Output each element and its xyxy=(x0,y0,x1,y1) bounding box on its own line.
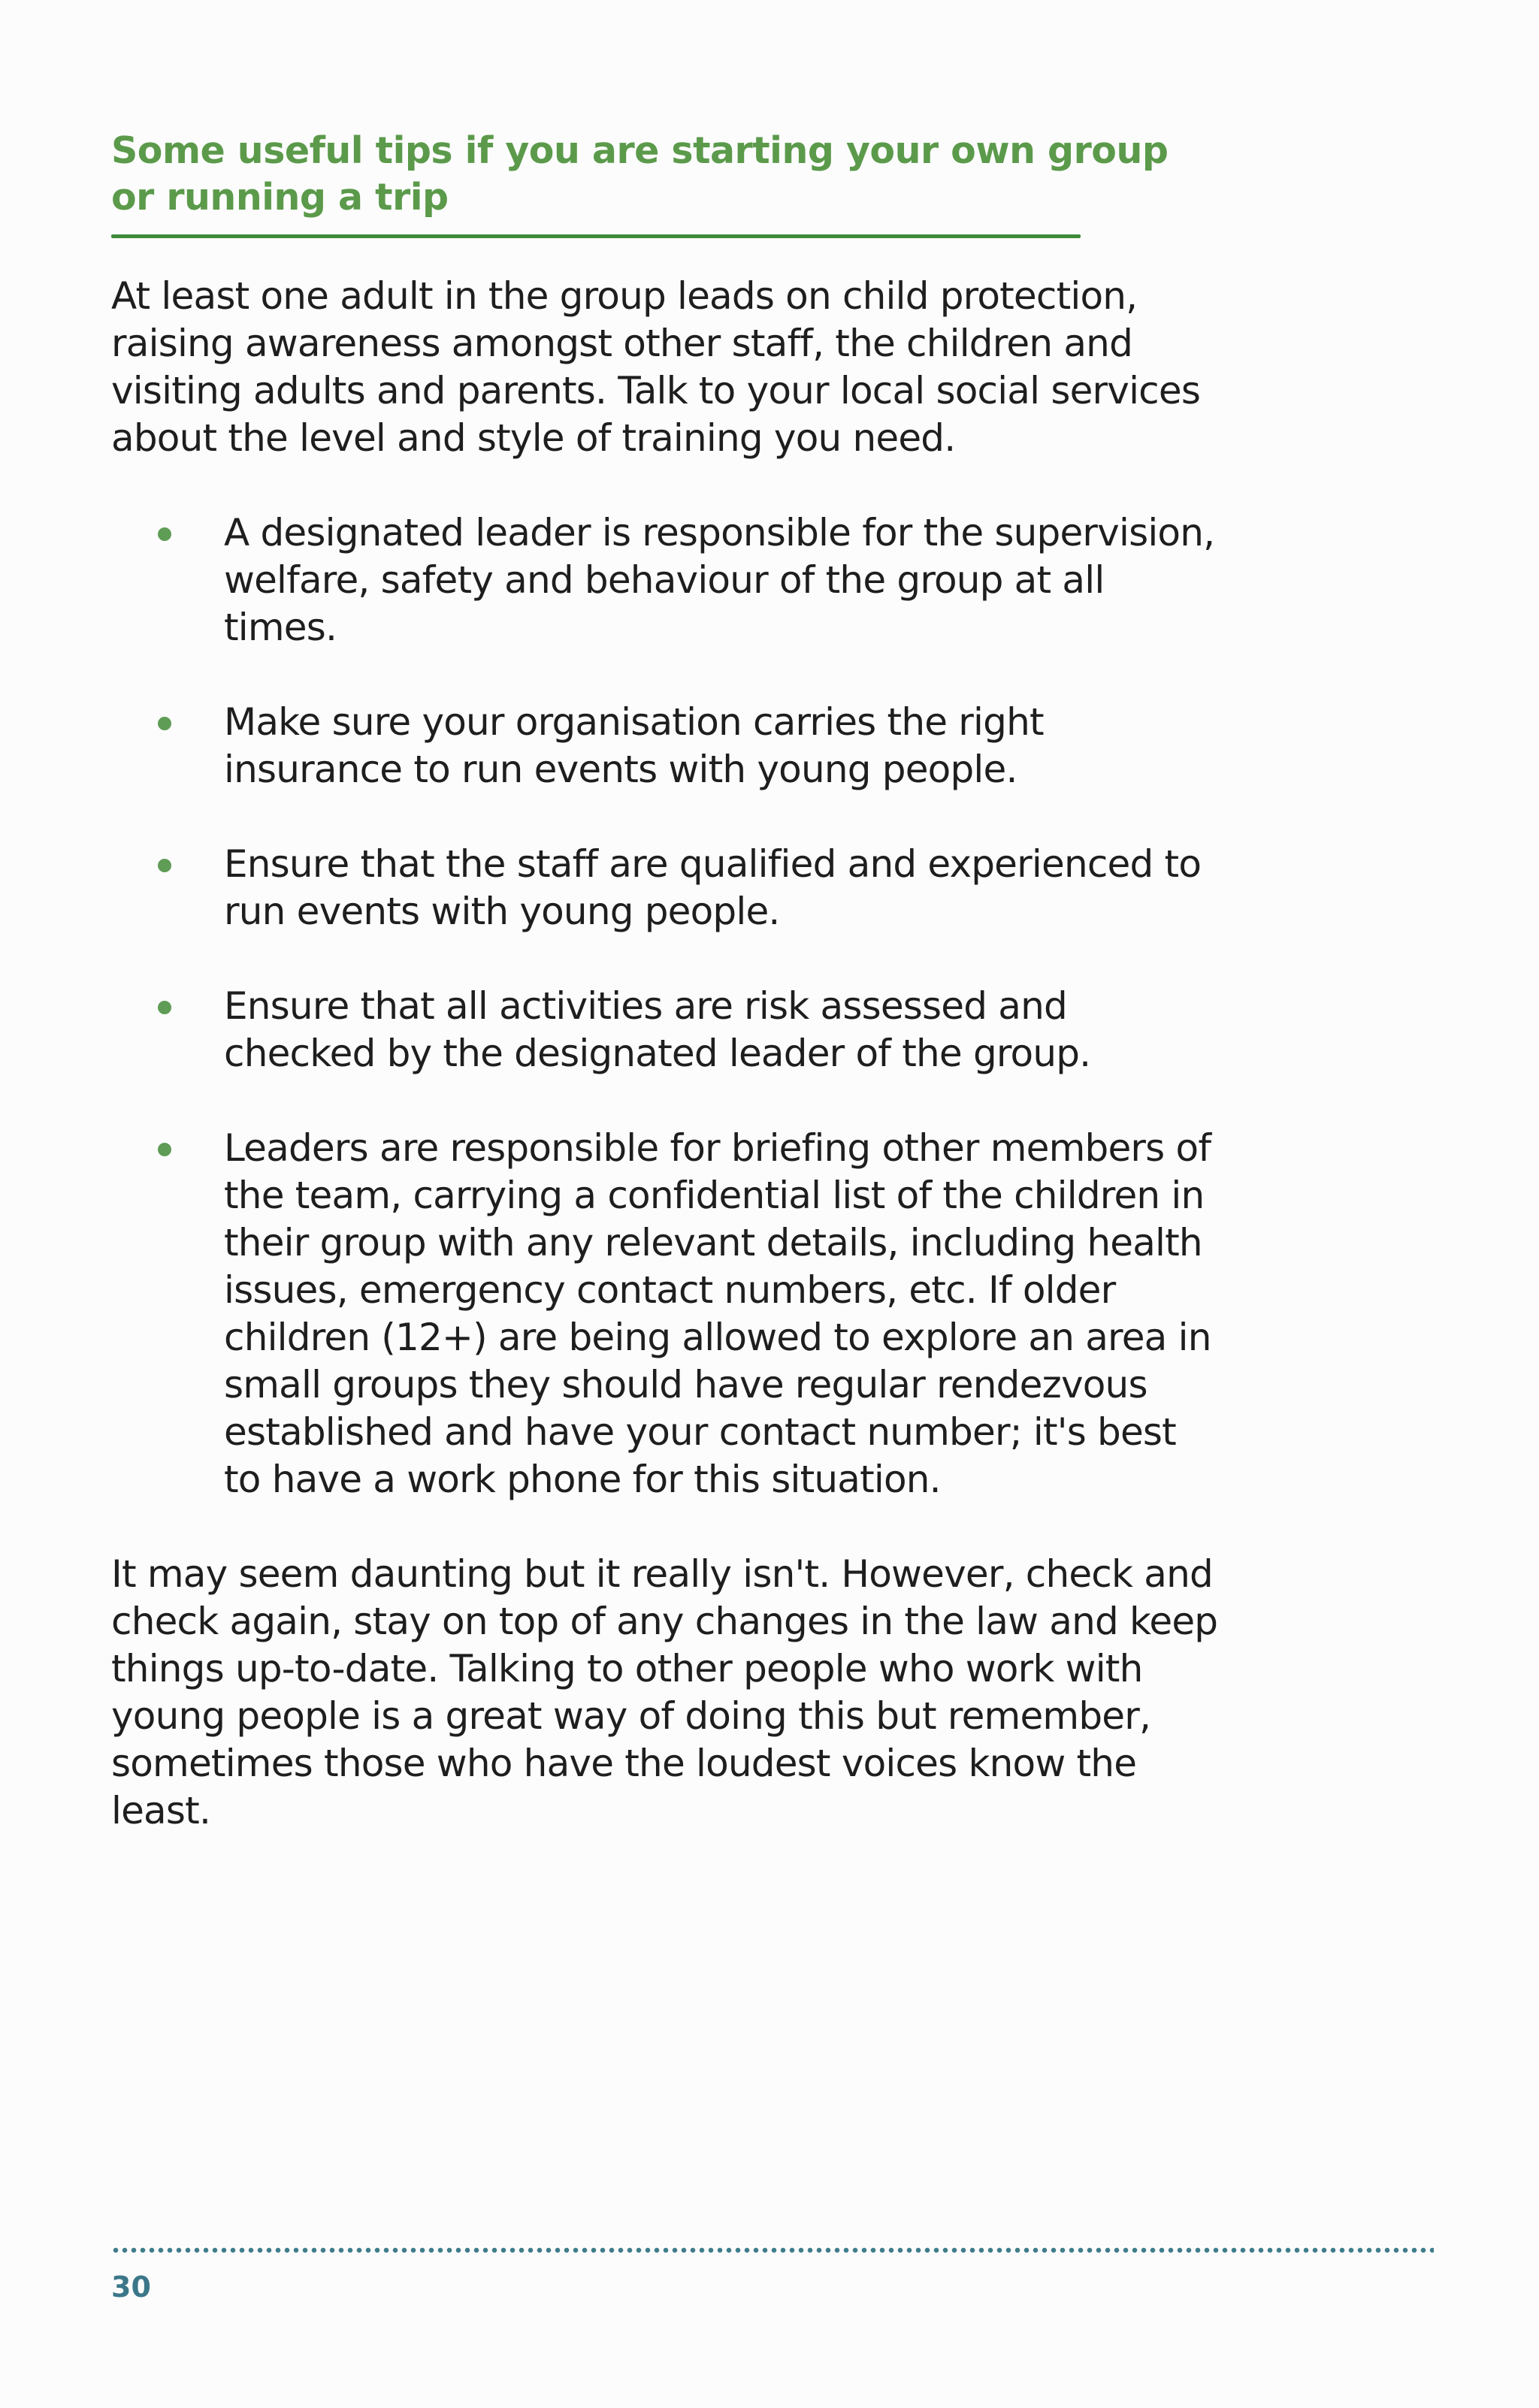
list-item xyxy=(111,1125,1223,1503)
list-item xyxy=(111,699,1223,793)
list-item-text: Make sure your organisation carries the right insurance to run events with young people. xyxy=(224,700,1044,791)
bullet-icon xyxy=(158,527,171,541)
bullet-icon xyxy=(158,1143,171,1156)
list-item-text: A designated leader is responsible for the supervision, welfare, safety and behaviour of the group at all times. xyxy=(224,511,1215,649)
heading-underline xyxy=(111,234,1081,238)
list-item xyxy=(111,983,1223,1077)
bullet-icon xyxy=(158,859,171,872)
intro-paragraph: At least one adult in the group leads on child protection, raising awareness amongst other staff, the children and visiting adults and parents. Talk to your local social services about the level and style of training you need. xyxy=(111,274,1201,460)
bullet-icon xyxy=(158,717,171,730)
section-heading-line-1: Some useful tips if you are starting your own group xyxy=(111,129,1169,172)
bullet-icon xyxy=(158,1001,171,1014)
section-heading xyxy=(111,128,1223,221)
list-item-text: Ensure that all activities are risk assessed and checked by the designated leader of the group. xyxy=(224,984,1091,1075)
list-item xyxy=(111,841,1223,935)
page-content xyxy=(111,128,1223,1835)
tips-list xyxy=(111,509,1223,1503)
list-item-text: Ensure that the staff are qualified and experienced to run events with young people. xyxy=(224,842,1202,933)
page-number: 30 xyxy=(111,2271,151,2304)
list-item-text: Leaders are responsible for briefing other members of the team, carrying a confidential list of the children in their group with any relevant details, including health issues, emergency contact numbers, etc. If older children (12+) are being allowed to explore an area in small groups they should have regular rendezvous established and have your contact number; it's best to have a work phone for this situation. xyxy=(224,1126,1211,1501)
list-item xyxy=(111,509,1223,651)
closing-paragraph: It may seem daunting but it really isn't. However, check and check again, stay on top of any changes in the law and keep things up-to-date. Talking to other people who work with young people is a great way of doing this but remember, sometimes those who have the loudest voices know the least. xyxy=(111,1552,1218,1832)
section-heading-line-2: or running a trip xyxy=(111,176,449,219)
footer-dotted-divider xyxy=(111,2246,1434,2254)
